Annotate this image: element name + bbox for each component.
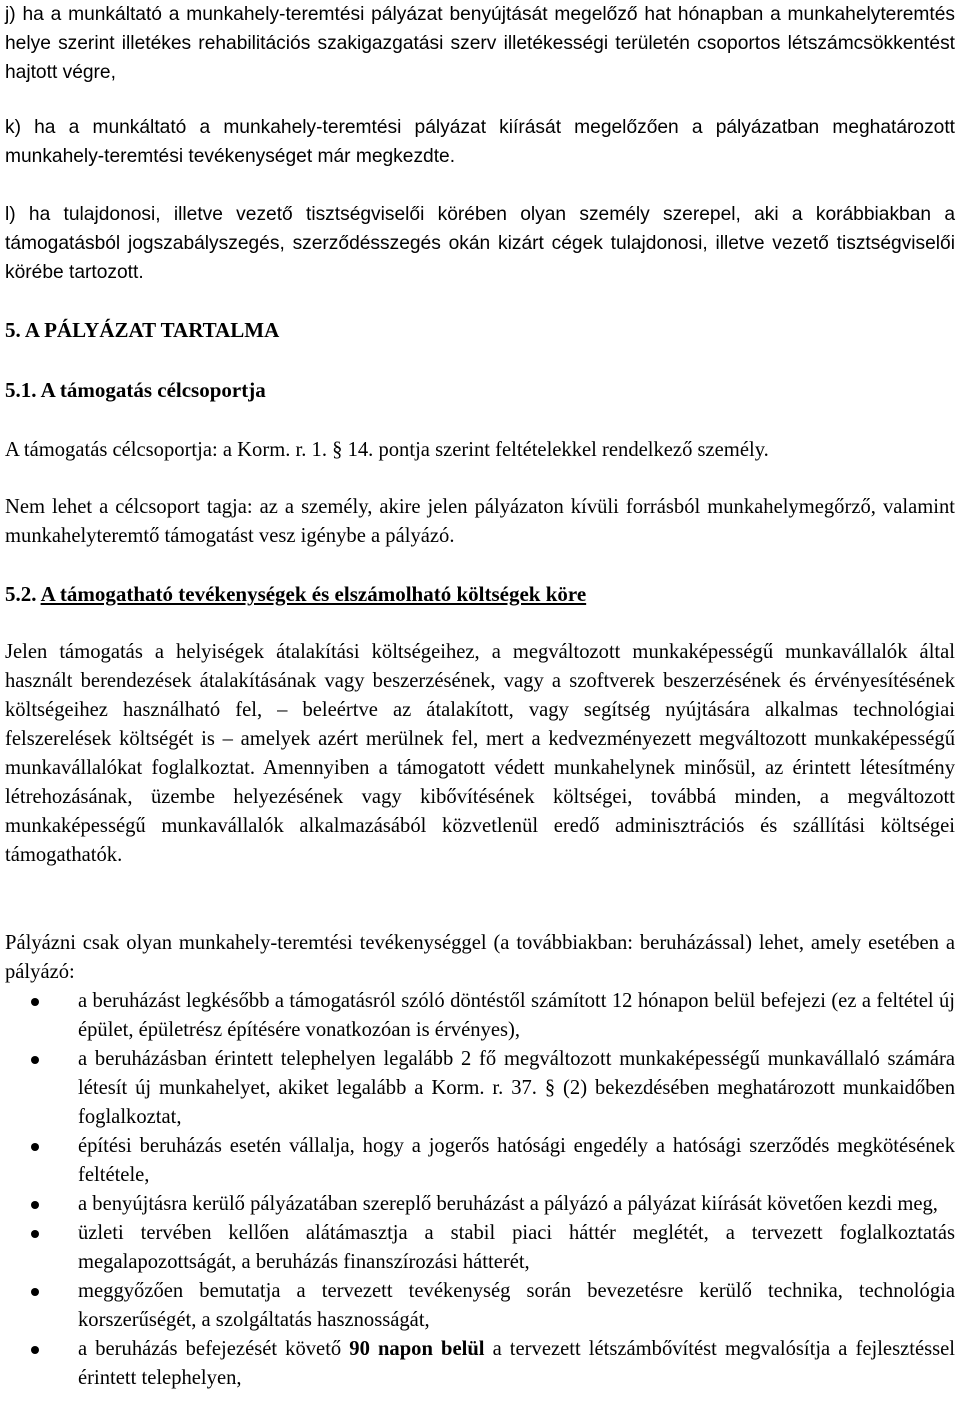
section-5-1-number: 5.1. <box>5 378 37 402</box>
section-5-1-heading <box>5 376 266 405</box>
last-bullet-deadline: 90 napon belül <box>349 1338 485 1360</box>
bullet-icon <box>31 1201 39 1209</box>
list-item: építési beruházás esetén vállalja, hogy a jogerős hatósági engedély a hatósági szerződés megkötésének feltétele, <box>5 1132 955 1190</box>
item-l: l) ha tulajdonosi, illetve vezető tisztségviselői körében olyan személy szerepel, aki a korábbiakban a támogatásból jogszabályszegés, szerződésszegés okán kizárt cégek tulajdonosi, illetve vezető tisztségviselői körébe tartozott. <box>5 204 955 283</box>
section-5-2-title: A támogatható tevékenységek és elszámolható költségek köre <box>40 582 587 606</box>
bullet-icon <box>31 1288 39 1296</box>
bullet-icon <box>31 998 39 1006</box>
eligible-costs-paragraph: Jelen támogatás a helyiségek átalakítási költségeihez, a megváltozott munkaképességű munkavállalók által használt berendezések átalakításának vagy beszerzésének, vagy a szoftverek beszerzésének és érvényesítésének költségeihez használható fel, – beleértve az átalakított, vagy segítség nyújtására alkalmas technológiai felszerelések költségét is – amelyek azért merülnek fel, mert a kedvezményezett megváltozott munkaképességű munkavállalókat foglalkoztat. Amennyiben a támogatott védett munkahelynek minősül, az érintett létesítmény létrehozásának, üzembe helyezésének vagy kibővítésének költségei, továbbá minden, a megváltozott munkaképességű munkavállalók alkalmazásából közvetlenül eredő adminisztrációs és szállítási költségei támogathatók. <box>5 641 955 866</box>
application-conditions-intro: Pályázni csak olyan munkahely-teremtési tevékenységgel (a továbbiakban: beruházással) lehet, amely esetében a pályázó: <box>5 932 955 983</box>
section-5-heading: 5. A PÁLYÁZAT TARTALMA <box>5 318 280 342</box>
list-item: a benyújtásra kerülő pályázatában szereplő beruházást a pályázó a pályázat kiírását követően kezdi meg, <box>5 1190 955 1219</box>
list-item <box>5 1335 955 1393</box>
list-item: meggyőzően bemutatja a tervezett tevékenység során bevezetésre kerülő technika, technológia korszerűségét, a szolgáltatás hasznosságát, <box>5 1277 955 1335</box>
section-5-1-title: A támogatás célcsoportja <box>40 378 266 402</box>
target-group-paragraph: A támogatás célcsoportja: a Korm. r. 1. § 14. pontja szerint feltételekkel rendelkező személy. <box>5 439 769 461</box>
bullet-icon <box>31 1056 39 1064</box>
bullet-icon <box>31 1143 39 1151</box>
last-bullet-text-start: a beruházás befejezését követő <box>78 1338 350 1360</box>
list-item: a beruházásban érintett telephelyen legalább 2 fő megváltozott munkaképességű munkavállaló számára létesít új munkahelyet, akiket legalább a Korm. r. 37. § (2) bekezdésében meghatározott munkaidőben foglalkoztat, <box>5 1045 955 1132</box>
conditions-list <box>5 987 955 1393</box>
item-j: j) ha a munkáltató a munkahely-teremtési pályázat benyújtását megelőző hat hónapban a munkahelyteremtés helye szerint illetékes rehabilitációs szakigazgatási szerv illetékességi területén csoportos létszámcsökkentést hajtott végre, <box>5 4 955 83</box>
list-item: üzleti tervében kellően alátámasztja a stabil piaci háttér meglétét, a tervezett foglalkoztatás megalapozottságát, a beruházás finanszírozási hátterét, <box>5 1219 955 1277</box>
exclusion-paragraph: Nem lehet a célcsoport tagja: az a személy, akire jelen pályázaton kívüli forrásból munkahelymegőrző, valamint munkahelyteremtő támogatást vesz igénybe a pályázó. <box>5 496 955 547</box>
bullet-icon <box>31 1230 39 1238</box>
section-5-2-heading <box>5 580 586 609</box>
list-item: a beruházást legkésőbb a támogatásról szóló döntéstől számított 12 hónapon belül befejezi (ez a feltétel új épület, épületrész építésére vonatkozóan is érvényes), <box>5 987 955 1045</box>
last-bullet-text-end: a tervezett létszámbővítést megvalósítja a fejlesztéssel érintett telephelyen, <box>78 1338 955 1389</box>
bullet-icon <box>31 1346 39 1354</box>
section-5-2-number: 5.2. <box>5 582 37 606</box>
item-k: k) ha a munkáltató a munkahely-teremtési pályázat kiírását megelőzően a pályázatban meghatározott munkahely-teremtési tevékenységet már megkezdte. <box>5 117 955 167</box>
